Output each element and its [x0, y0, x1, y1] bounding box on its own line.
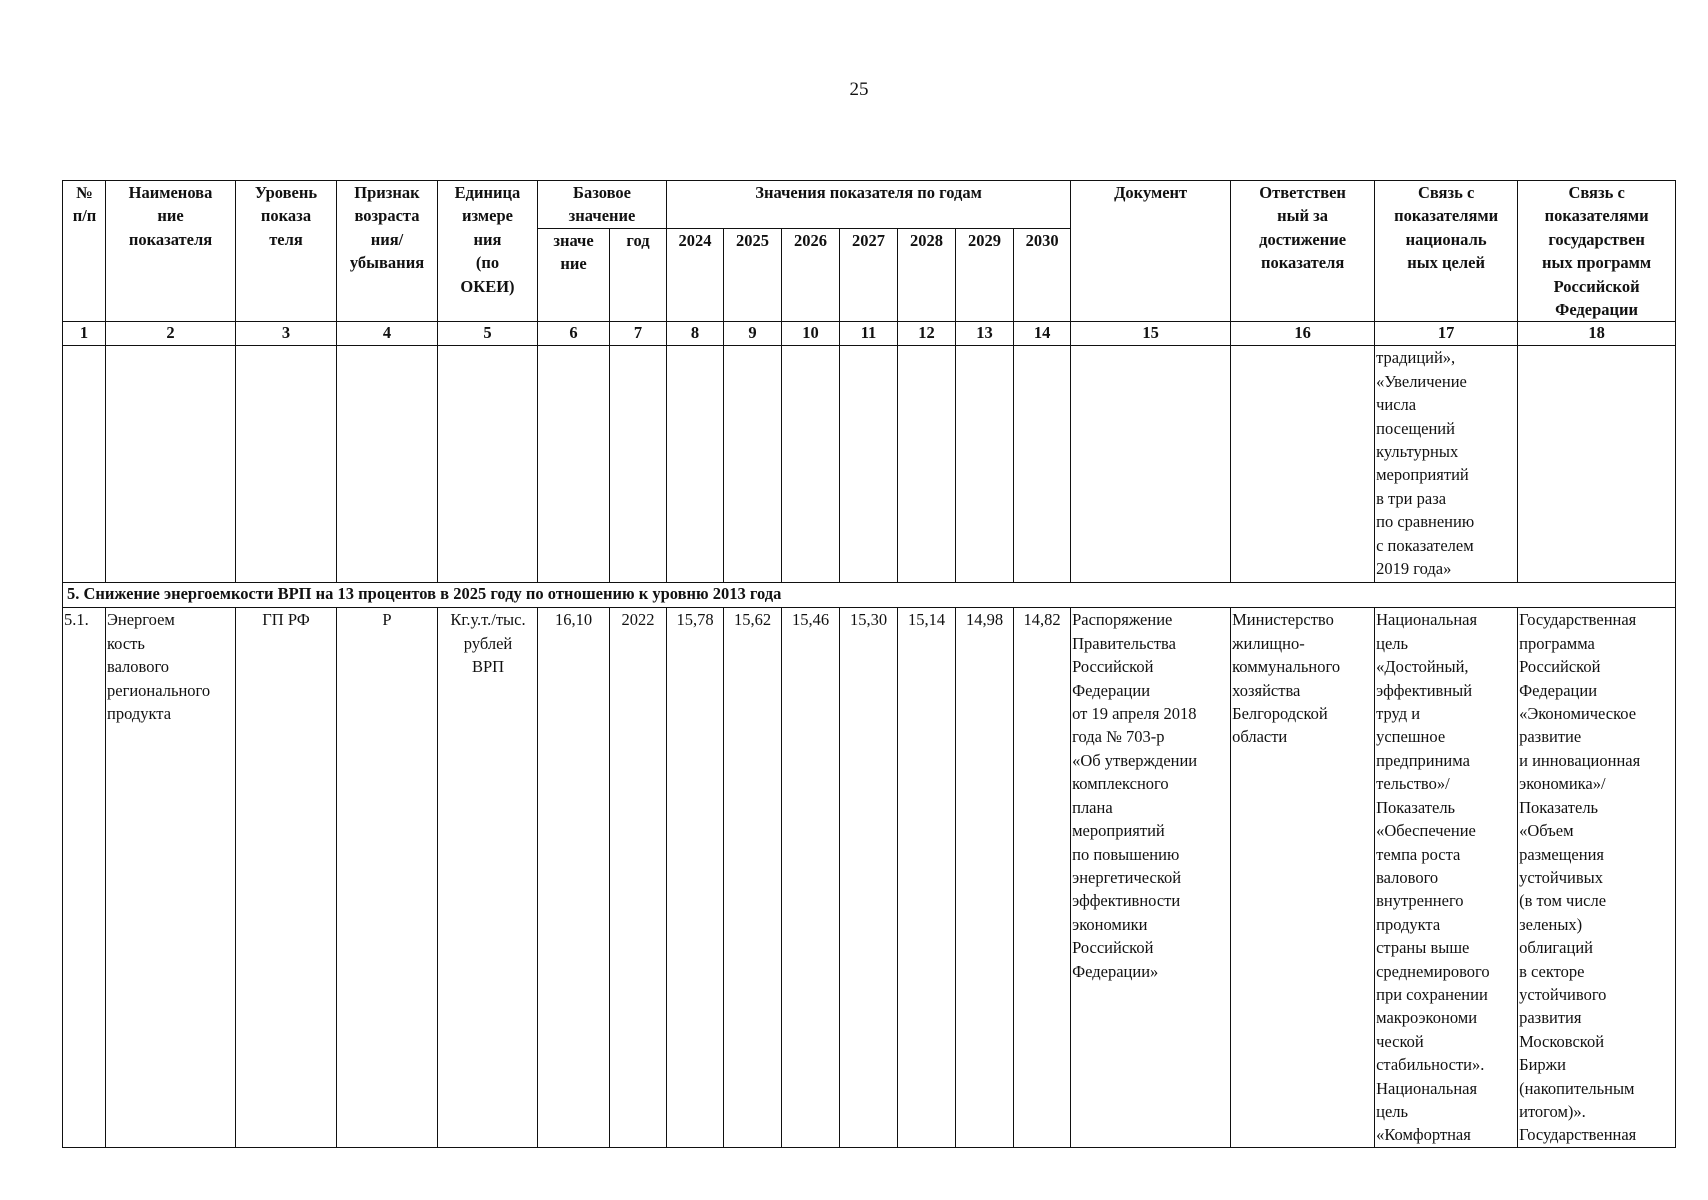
empty-cell	[1231, 346, 1375, 583]
header-number: № п/п	[63, 181, 106, 322]
row-document: Распоряжение Правительства Российской Федерации от 19 апреля 2018 года № 703-р «Об утверждении комплексного плана мероприятий по повышению энергетической эффективности экономики Российской Федерации»	[1071, 608, 1231, 1147]
row-number: 5.1.	[63, 608, 106, 1147]
empty-cell	[667, 346, 724, 583]
column-number: 11	[840, 322, 898, 346]
column-number: 13	[956, 322, 1014, 346]
column-number: 12	[898, 322, 956, 346]
empty-cell	[106, 346, 236, 583]
column-number: 16	[1231, 322, 1375, 346]
header-responsible: Ответствен ный за достижение показателя	[1231, 181, 1375, 322]
column-number: 14	[1014, 322, 1071, 346]
row-unit: Кг.у.т./тыс. рублей ВРП	[438, 608, 538, 1147]
header-year-2027: 2027	[840, 229, 898, 322]
header-row	[63, 181, 1676, 229]
column-number: 2	[106, 322, 236, 346]
row-national-goals: Национальная цель «Достойный, эффективный труд и успешное предпринима тельство»/ Показатель «Обеспечение темпа роста валового внутреннего продукта страны выше среднемирового при сохранении макроэкономи ческой стабильности». Национальная цель «Комфортная	[1375, 608, 1518, 1147]
row-state-programs: Государственная программа Российской Федерации «Экономическое развитие и инновационная экономика»/ Показатель «Объем размещения устойчивых (в том числе зеленых) облигаций в секторе устойчивого развития Московской Биржи (накопительным итогом)». Государственная	[1518, 608, 1676, 1147]
header-year-2026: 2026	[782, 229, 840, 322]
column-number: 4	[337, 322, 438, 346]
header-year-2028: 2028	[898, 229, 956, 322]
empty-cell	[782, 346, 840, 583]
column-number: 8	[667, 322, 724, 346]
empty-cell	[1071, 346, 1231, 583]
row-value-2029: 14,98	[956, 608, 1014, 1147]
empty-cell	[236, 346, 337, 583]
header-years-group: Значения показателя по годам	[667, 181, 1071, 229]
row-value-2028: 15,14	[898, 608, 956, 1147]
header-base-group: Базовое значение	[538, 181, 667, 229]
section-row	[63, 583, 1676, 608]
header-indicator-name: Наименова ние показателя	[106, 181, 236, 322]
row-base-year: 2022	[610, 608, 667, 1147]
empty-cell	[1014, 346, 1071, 583]
header-year-2025: 2025	[724, 229, 782, 322]
header-state-programs: Связь с показателями государствен ных программ Российской Федерации	[1518, 181, 1676, 322]
empty-cell	[898, 346, 956, 583]
row-value-2026: 15,46	[782, 608, 840, 1147]
empty-cell	[63, 346, 106, 583]
row-indicator-name: Энергоем кость валового регионального продукта	[106, 608, 236, 1147]
column-number: 9	[724, 322, 782, 346]
header-base-value: значе ние	[538, 229, 610, 322]
empty-cell	[610, 346, 667, 583]
row-value-2030: 14,82	[1014, 608, 1071, 1147]
header-sign: Признак возраста ния/ убывания	[337, 181, 438, 322]
empty-cell	[538, 346, 610, 583]
indicators-table	[62, 180, 1676, 1148]
header-national-goals: Связь с показателями националь ных целей	[1375, 181, 1518, 322]
column-number: 7	[610, 322, 667, 346]
column-number: 5	[438, 322, 538, 346]
header-base-year: год	[610, 229, 667, 322]
row-value-2025: 15,62	[724, 608, 782, 1147]
column-number: 17	[1375, 322, 1518, 346]
indicator-row	[63, 608, 1676, 1147]
column-number: 18	[1518, 322, 1676, 346]
row-sign: Р	[337, 608, 438, 1147]
continuation-national-goals: традиций», «Увеличение числа посещений культурных мероприятий в три раза по сравнению с показателем 2019 года»	[1375, 346, 1518, 583]
row-value-2027: 15,30	[840, 608, 898, 1147]
column-numbers-row	[63, 322, 1676, 346]
empty-cell	[1518, 346, 1676, 583]
continuation-row	[63, 346, 1676, 583]
column-number: 1	[63, 322, 106, 346]
column-number: 6	[538, 322, 610, 346]
header-year-2024: 2024	[667, 229, 724, 322]
row-level: ГП РФ	[236, 608, 337, 1147]
header-year-2029: 2029	[956, 229, 1014, 322]
empty-cell	[438, 346, 538, 583]
header-document: Документ	[1071, 181, 1231, 322]
header-unit: Единица измере ния (по ОКЕИ)	[438, 181, 538, 322]
column-number: 3	[236, 322, 337, 346]
empty-cell	[956, 346, 1014, 583]
row-base-value: 16,10	[538, 608, 610, 1147]
empty-cell	[840, 346, 898, 583]
row-responsible: Министерство жилищно- коммунального хозяйства Белгородской области	[1231, 608, 1375, 1147]
page-number: 25	[849, 79, 869, 100]
empty-cell	[337, 346, 438, 583]
row-value-2024: 15,78	[667, 608, 724, 1147]
header-level: Уровень показа теля	[236, 181, 337, 322]
section-title: 5. Снижение энергоемкости ВРП на 13 процентов в 2025 году по отношению к уровню 2013 года	[63, 583, 1676, 608]
empty-cell	[724, 346, 782, 583]
column-number: 10	[782, 322, 840, 346]
column-number: 15	[1071, 322, 1231, 346]
header-year-2030: 2030	[1014, 229, 1071, 322]
